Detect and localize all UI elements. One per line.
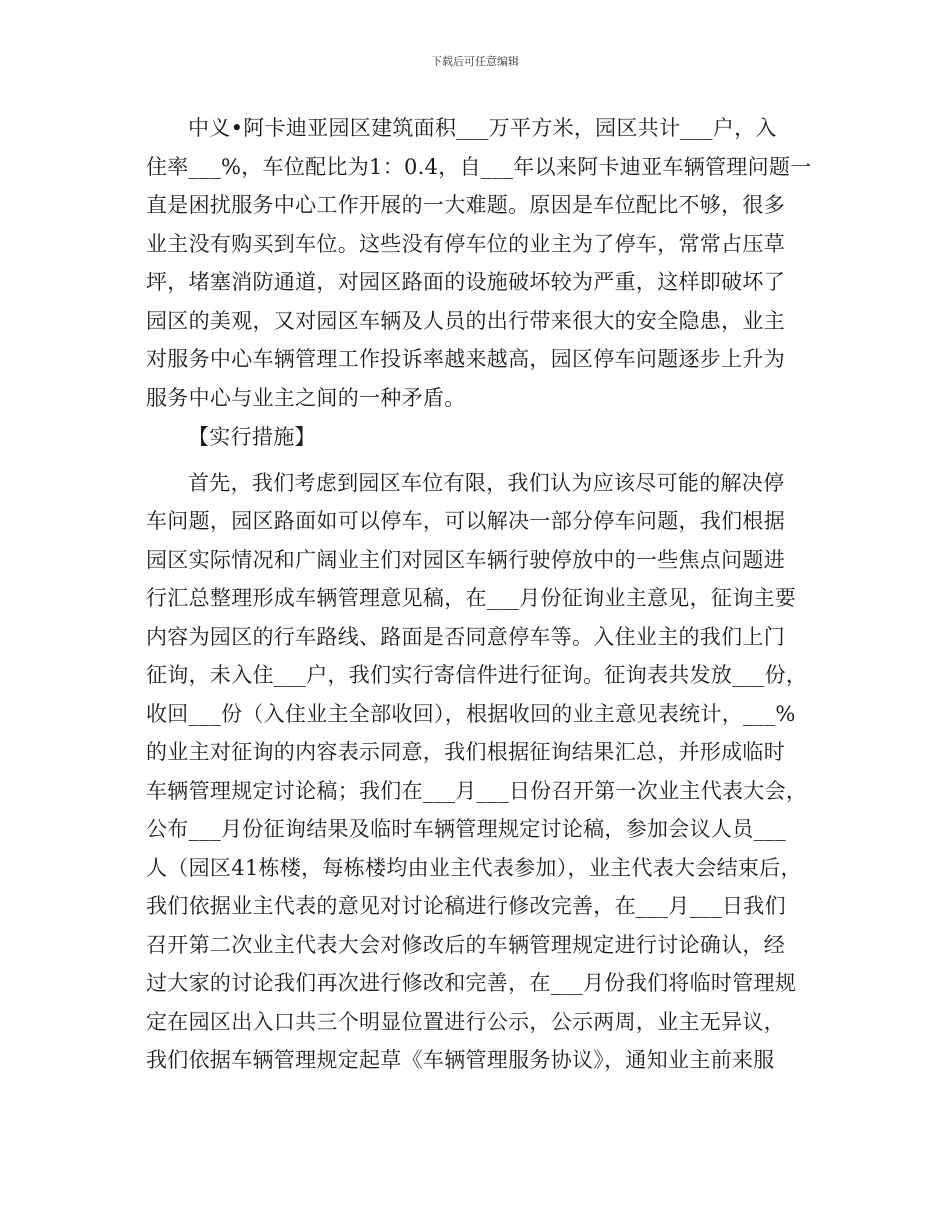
text-line: 我们依据业主代表的意见对讨论稿进行修改完善，在___月___日我们 [146, 894, 786, 918]
text-line: 车问题，园区路面如可以停车，可以解决一部分停车问题，我们根据 [146, 509, 785, 533]
text-line: 车辆管理规定讨论稿；我们在___月___日份召开第一次业主代表大会， [146, 779, 808, 803]
text-line: 我们依据车辆管理规定起草《车辆管理服务协议》，通知业主前来服 [146, 1048, 775, 1072]
text-line: 召开第二次业主代表大会对修改后的车辆管理规定进行讨论确认，经 [146, 933, 785, 957]
text-line: 行汇总整理形成车辆管理意见稿，在___月份征询业主意见，征询主要 [146, 586, 797, 610]
text-line: 的业主对征询的内容表示同意，我们根据征询结果汇总，并形成临时 [146, 740, 785, 764]
text-line: 园区的美观，又对园区车辆及人员的出行带来很大的安全隐患，业主 [146, 309, 785, 333]
text-line: 过大家的讨论我们再次进行修改和完善，在___月份我们将临时管理规 [146, 971, 797, 995]
text-line: 人（园区41栋楼，每栋楼均由业主代表参加），业主代表大会结束后， [146, 856, 802, 880]
text-line: 公布___月份征询结果及临时车辆管理规定讨论稿，参加会议人员___ [146, 817, 786, 841]
page-header: 下载后可任意编辑 [431, 55, 519, 68]
text-line: 业主没有购买到车位。这些没有停车位的业主为了停车，常常占压草 [146, 232, 785, 256]
text-line: 直是困扰服务中心工作开展的一大难题。原因是车位配比不够，很多 [146, 193, 785, 217]
text-line: 坪，堵塞消防通道，对园区路面的设施破坏较为严重，这样即破坏了 [146, 270, 785, 294]
text-line: 定在园区出入口共三个明显位置进行公示，公示两周，业主无异议， [146, 1010, 785, 1034]
text-line: 对服务中心车辆管理工作投诉率越来越高，园区停车问题逐步上升为 [146, 347, 785, 371]
text-line: 收回___份（入住业主全部收回），根据收回的业主意见表统计，___% [146, 702, 796, 726]
text-line: 园区实际情况和广阔业主们对园区车辆行驶停放中的一些焦点问题进 [146, 548, 785, 572]
text-line: 服务中心与业主之间的一种矛盾。 [146, 386, 466, 410]
section-heading: 【实行措施】 [188, 425, 316, 449]
text-line: 首先，我们考虑到园区车位有限，我们认为应该尽可能的解决停 [188, 471, 785, 495]
text-line: 中义•阿卡迪亚园区建筑面积___万平方米，园区共计___户，入 [188, 116, 777, 140]
text-line: 内容为园区的行车路线、路面是否同意停车等。入住业主的我们上门 [146, 625, 785, 649]
text-line: 征询，未入住___户，我们实行寄信件进行征询。征询表共发放___份， [146, 663, 808, 687]
text-line: 住率___%，车位配比为1：0.4，自___年以来阿卡迪亚车辆管理问题一 [146, 155, 812, 179]
